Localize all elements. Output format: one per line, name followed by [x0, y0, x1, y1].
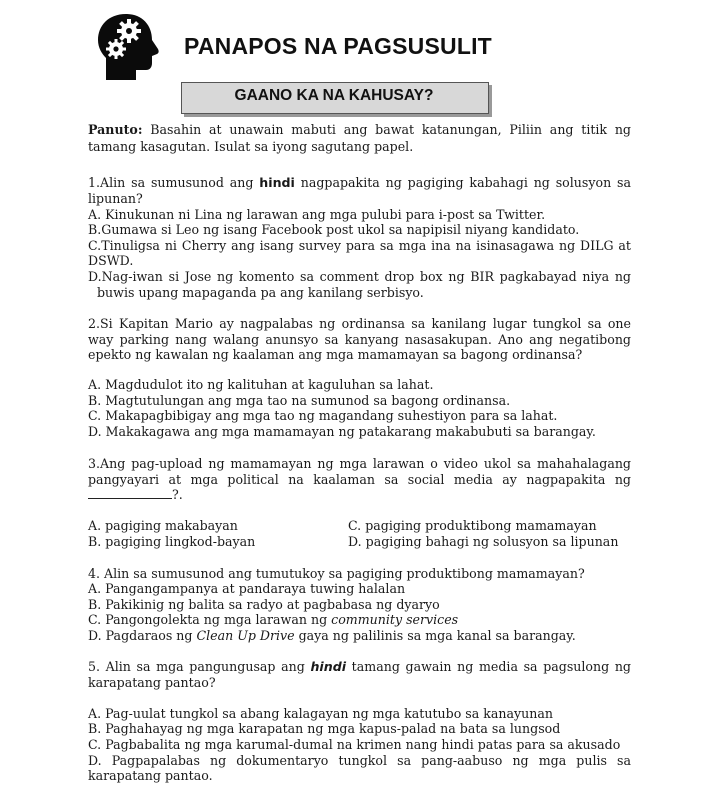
q2-stem-line3: epekto ng kawalan ng kaalaman ang mga mamamayan sa bagong ordinansa?: [88, 347, 583, 362]
q5-option-d-line1: D. Pagpapalabas ng dokumentaryo tungkol sa pang-aabuso ng mga pulis sa: [88, 753, 631, 768]
q5-emphasis: hindi: [310, 659, 347, 674]
q1-option-c-line1: C.Tinuligsa ni Cherry ang isang survey para sa mga ina na isinasagawa ng DILG at: [88, 238, 631, 253]
q5-option-c: C. Pagbabalita ng mga karumal-dumal na krimen nang hindi patas para sa akusado: [88, 737, 621, 752]
q3-stem-line2: pangyayari at mga political na kaalaman sa social media ay nagpapakita ng: [88, 472, 631, 487]
q5-option-d-line2: karapatang pantao.: [88, 768, 213, 783]
q2-option-d: D. Makakagawa ang mga mamamayan ng patakarang makabubuti sa barangay.: [88, 424, 596, 439]
q3-stem-line1: 3.Ang pag-upload ng mamamayan ng mga larawan o video ukol sa mahahalagang: [88, 456, 631, 471]
q4-option-d: D. Pagdaraos ng Clean Up Drive gaya ng palilinis sa mga kanal sa barangay.: [88, 628, 576, 643]
q1-option-d-line1: D.Nag-iwan si Jose ng komento sa comment drop box ng BIR pagkabayad niya ng: [88, 269, 631, 284]
q1-stem-line2: lipunan?: [88, 191, 143, 206]
q1-stem-line1: 1.Alin sa sumusunod ang hindi nagpapakita ng pagiging kabahagi ng solusyon sa: [88, 175, 631, 190]
q4-option-a: A. Pangangampanya at pandaraya tuwing halalan: [88, 581, 406, 596]
instructions-line2: tamang kasagutan. Isulat sa iyong sagutang papel.: [88, 139, 414, 154]
q4-stem: 4. Alin sa sumusunod ang tumutukoy sa pagiging produktibong mamamayan?: [88, 566, 585, 581]
q3-option-d: D. pagiging bahagi ng solusyon sa lipunan: [348, 534, 619, 549]
q3-option-a: A. pagiging makabayan: [88, 518, 238, 533]
q2-option-b: B. Magtutulungan ang mga tao na sumunod sa bagong ordinansa.: [88, 393, 511, 408]
instructions-label: Panuto:: [88, 122, 143, 137]
q1-option-b: B.Gumawa si Leo ng isang Facebook post ukol sa napipisil niyang kandidato.: [88, 222, 580, 237]
q2-option-a: A. Magdudulot ito ng kalituhan at kaguluhan sa lahat.: [88, 377, 434, 392]
q5-stem-line2: karapatang pantao?: [88, 675, 216, 690]
q3-stem-line3: ?.: [88, 487, 183, 503]
q4-option-c: C. Pangongolekta ng mga larawan ng community services: [88, 612, 459, 627]
q4-option-b: B. Pakikinig ng balita sa radyo at pagbabasa ng dyaryo: [88, 597, 440, 612]
q5-stem-line1: 5. Alin sa mga pangungusap ang hindi tamang gawain ng media sa pagsulong ng: [88, 659, 631, 674]
page-title: PANAPOS NA PAGSUSULIT: [184, 33, 492, 59]
q5-option-b: B. Paghahayag ng mga karapatan ng mga kapus-palad na bata sa lungsod: [88, 721, 561, 736]
q5-option-a: A. Pag-uulat tungkol sa abang kalagayan ng mga katutubo sa kanayunan: [88, 706, 553, 721]
q1-option-d-line2: buwis upang mapaganda pa ang kanilang serbisyo.: [97, 285, 424, 300]
head-gears-icon: [96, 12, 160, 82]
q2-stem-line1: 2.Si Kapitan Mario ay nagpalabas ng ordinansa sa kanilang lugar tungkol sa one: [88, 316, 631, 331]
answer-blank: [88, 487, 172, 499]
q1-option-a: A. Kinukunan ni Lina ng larawan ang mga pulubi para i-post sa Twitter.: [88, 207, 546, 222]
instructions-line1: Panuto: Basahin at unawain mabuti ang bawat katanungan, Piliin ang titik ng: [88, 122, 631, 137]
q3-option-b: B. pagiging lingkod-bayan: [88, 534, 256, 549]
q2-option-c: C. Makapagbibigay ang mga tao ng magandang suhestiyon para sa lahat.: [88, 408, 558, 423]
q1-option-c-line2: DSWD.: [88, 253, 134, 268]
page-subtitle: GAANO KA NA KAHUSAY?: [234, 87, 434, 104]
q3-option-c: C. pagiging produktibong mamamayan: [348, 518, 597, 533]
q2-stem-line2: way parking nang walang anunsyo sa kanyang nasasakupan. Ano ang negatibong: [88, 332, 631, 347]
q1-emphasis: hindi: [259, 175, 295, 190]
